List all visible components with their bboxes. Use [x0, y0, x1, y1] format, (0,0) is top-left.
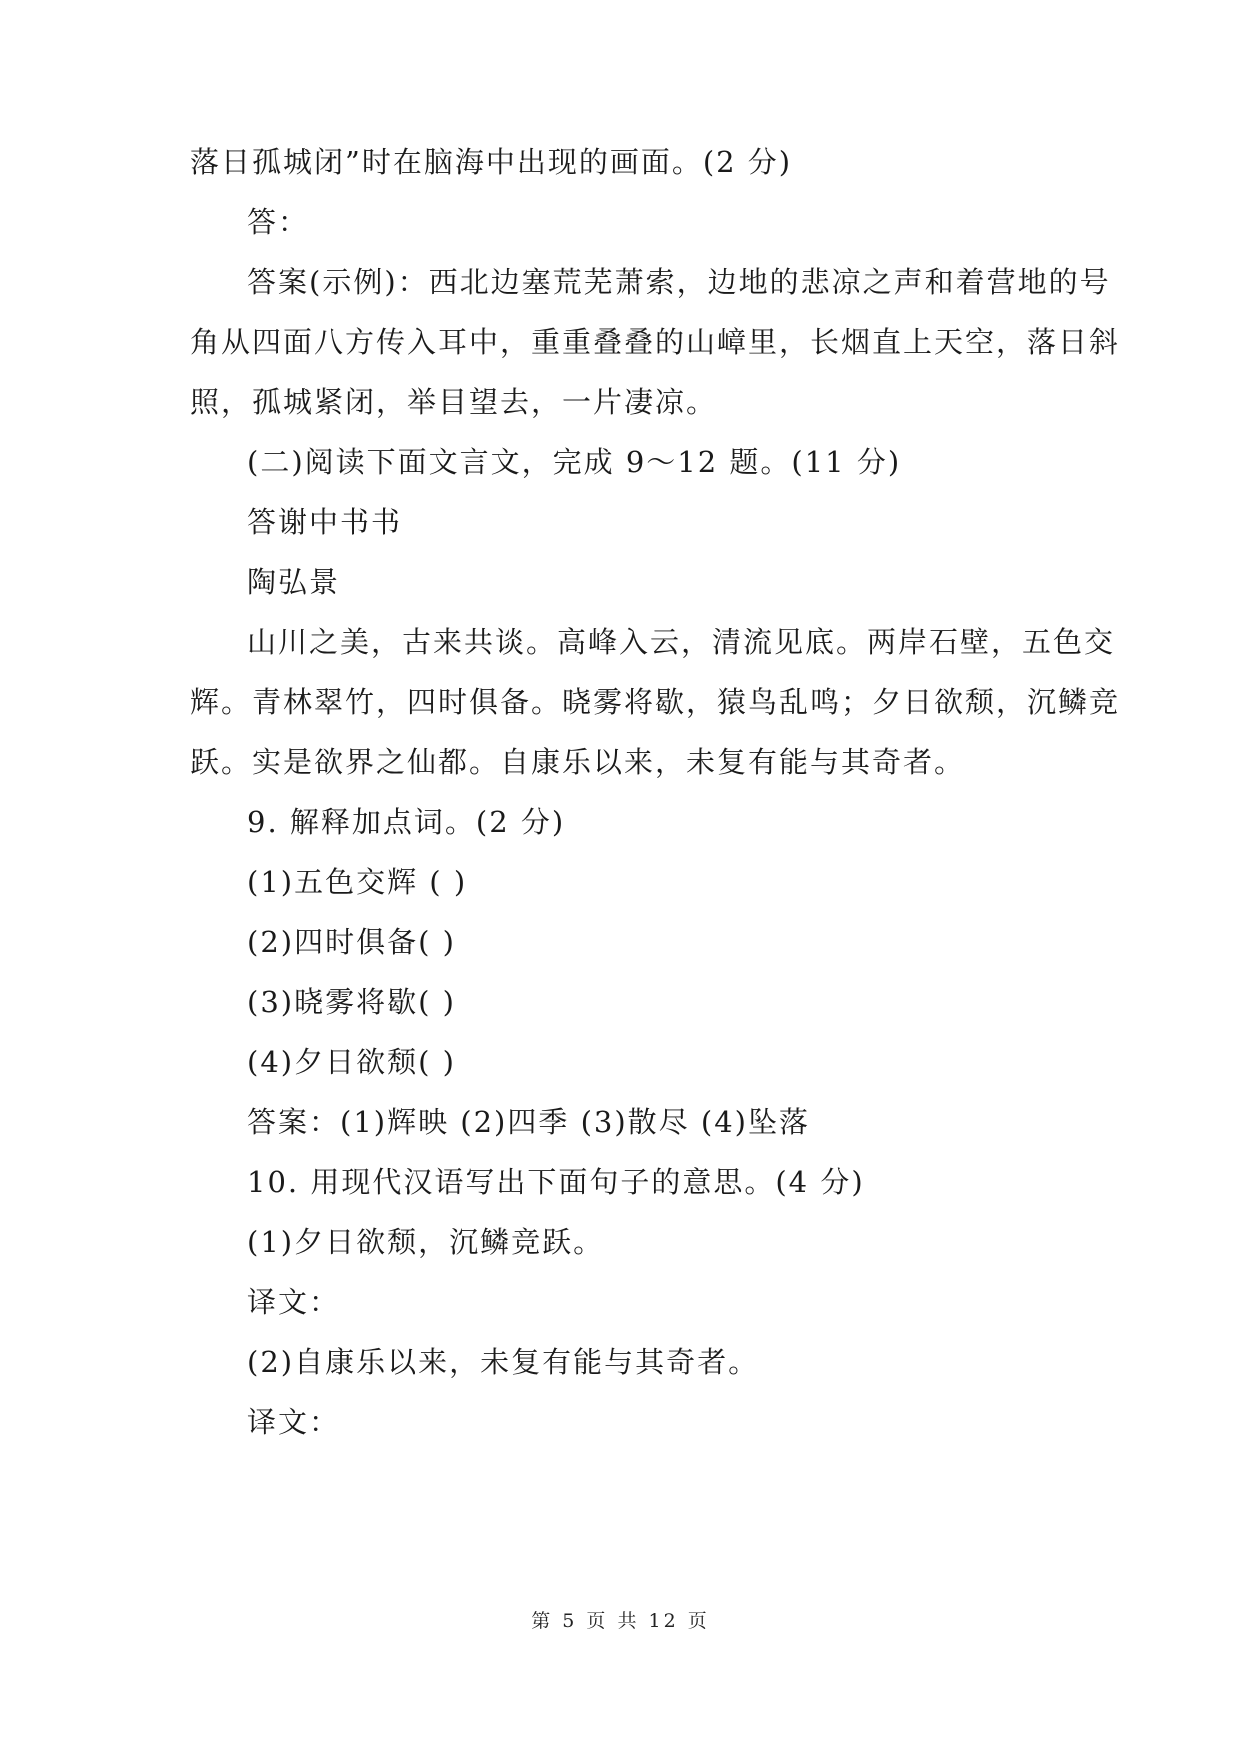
text-line-8: 陶弘景 [247, 565, 341, 599]
text-line-19: (1)夕日欲颓，沉鳞竞跃。 [247, 1225, 605, 1259]
text-line-1: 落日孤城闭”时在脑海中出现的画面。(2 分) [190, 145, 793, 179]
text-line-11: 跃。实是欲界之仙都。自康乐以来，未复有能与其奇者。 [190, 745, 966, 779]
text-line-21: (2)自康乐以来，未复有能与其奇者。 [247, 1345, 760, 1379]
text-line-3: 答案(示例)：西北边塞荒芜萧索，边地的悲凉之声和着营地的号 [247, 265, 1111, 299]
text-line-12: 9. 解释加点词。(2 分) [247, 805, 566, 839]
text-line-7: 答谢中书书 [247, 505, 403, 539]
text-line-22: 译文： [247, 1405, 341, 1439]
text-line-9: 山川之美，古来共谈。高峰入云，清流见底。两岸石壁，五色交 [247, 625, 1116, 659]
text-line-4: 角从四面八方传入耳中，重重叠叠的山嶂里，长烟直上天空，落日斜 [190, 325, 1121, 359]
text-line-15: (3)晓雾将歇( ) [247, 985, 456, 1019]
text-line-16: (4)夕日欲颓( ) [247, 1045, 456, 1079]
text-line-14: (2)四时俱备( ) [247, 925, 456, 959]
page-number-footer: 第 5 页 共 12 页 [531, 1610, 710, 1632]
text-line-17: 答案：(1)辉映 (2)四季 (3)散尽 (4)坠落 [247, 1105, 810, 1139]
text-line-18: 10. 用现代汉语写出下面句子的意思。(4 分) [247, 1165, 865, 1199]
text-line-2: 答： [247, 205, 310, 239]
text-line-5: 照，孤城紧闭，举目望去，一片凄凉。 [190, 385, 718, 419]
text-line-10: 辉。青林翠竹，四时俱备。晓雾将歇，猿鸟乱鸣；夕日欲颓，沉鳞竞 [190, 685, 1121, 719]
text-line-6: (二)阅读下面文言文，完成 9～12 题。(11 分) [247, 445, 902, 479]
text-line-20: 译文： [247, 1285, 341, 1319]
text-line-13: (1)五色交辉 ( ) [247, 865, 468, 899]
